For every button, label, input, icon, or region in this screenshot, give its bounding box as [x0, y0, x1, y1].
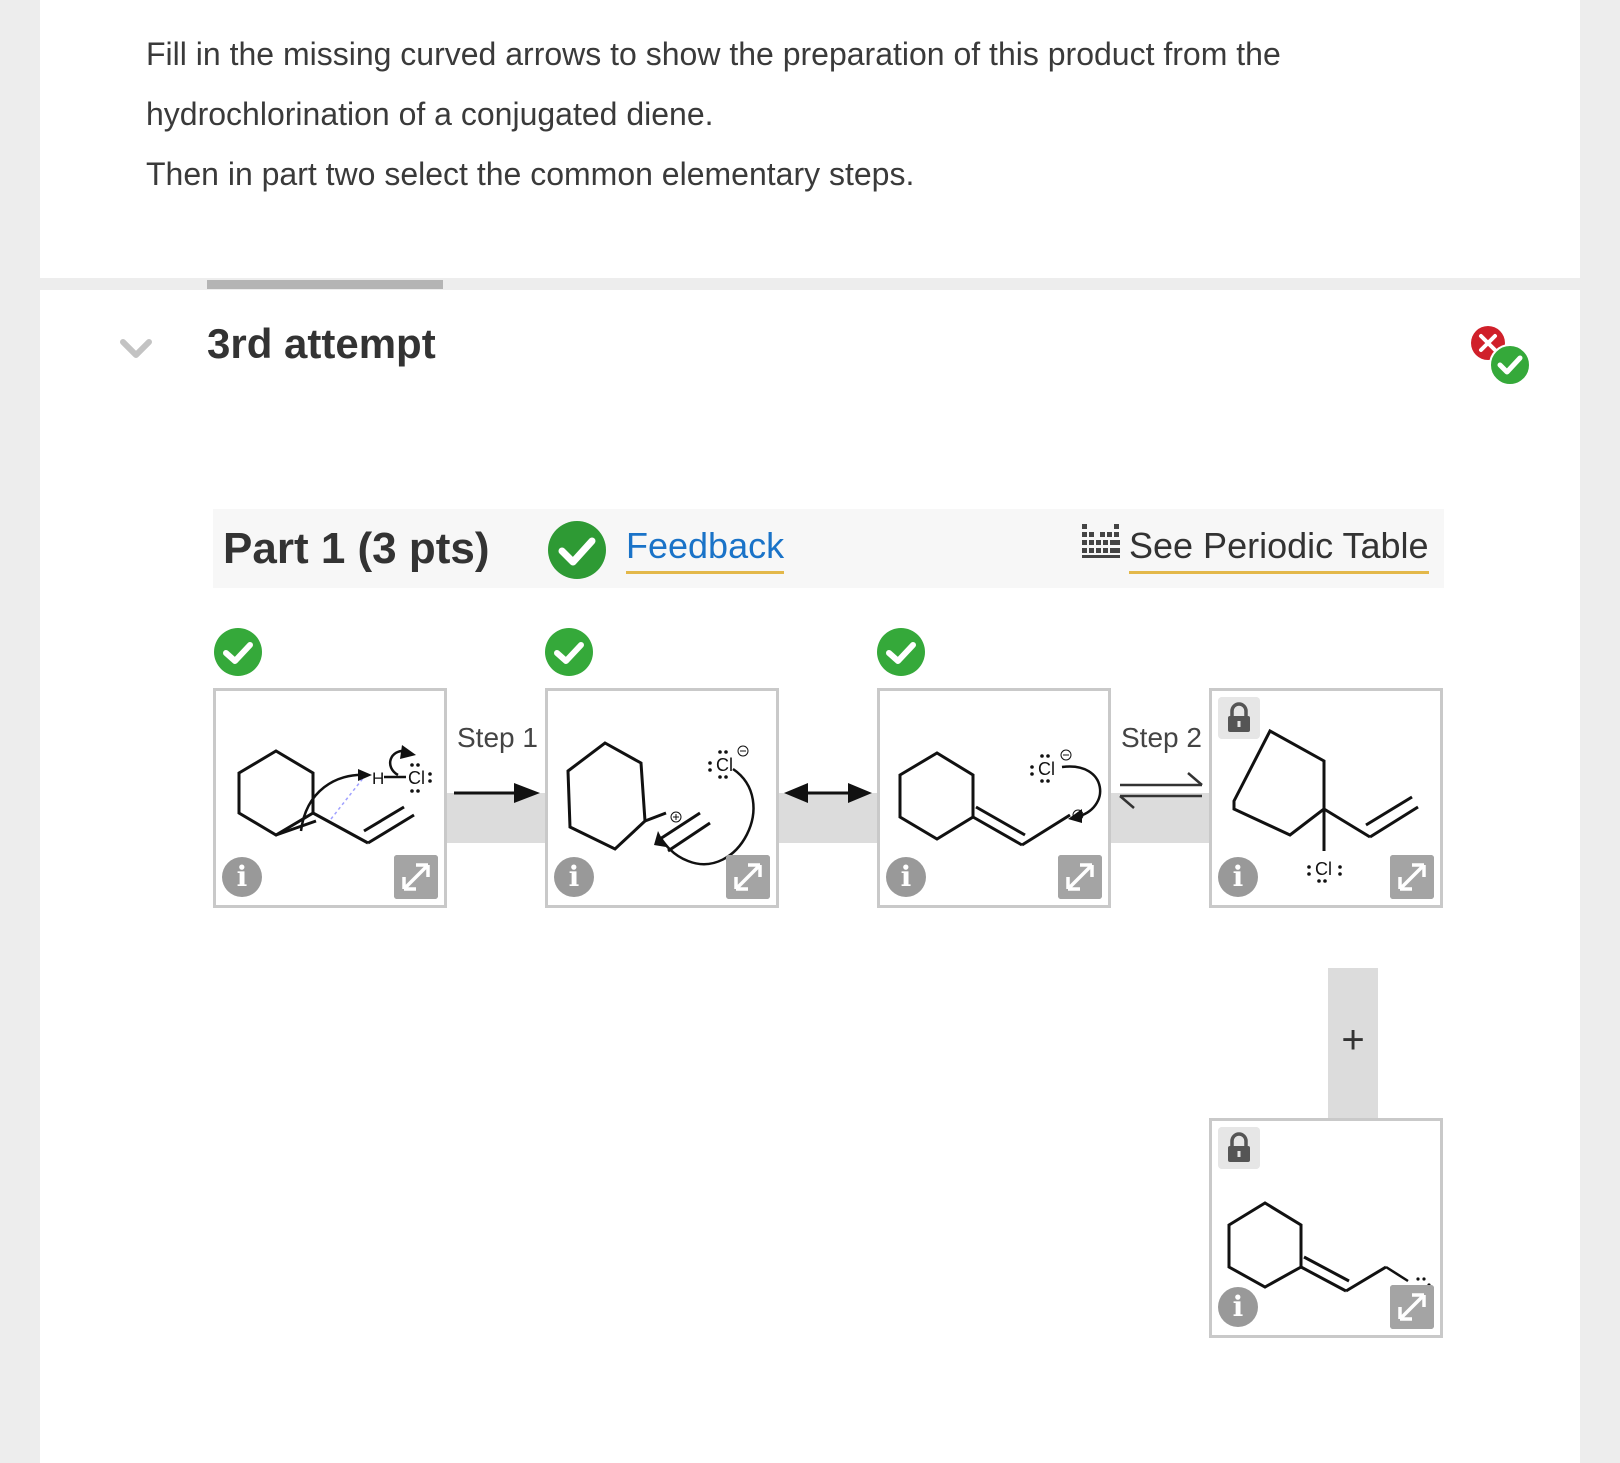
- feedback-link[interactable]: Feedback: [626, 525, 784, 574]
- hydrogen-label: H: [372, 769, 385, 788]
- check-icon: [213, 627, 263, 677]
- part-title: Part 1 (3 pts): [223, 524, 490, 573]
- periodic-table-icon[interactable]: [1082, 524, 1120, 560]
- expand-icon[interactable]: [394, 855, 438, 899]
- attempt-title: 3rd attempt: [207, 320, 436, 367]
- chevron-down-icon[interactable]: [120, 338, 152, 360]
- expand-icon[interactable]: [1390, 1285, 1434, 1329]
- step1-label: Step 1: [457, 722, 538, 753]
- partial-correct-icon: [1470, 325, 1532, 387]
- product-box-1[interactable]: [1209, 688, 1443, 908]
- reactant-box[interactable]: [213, 688, 447, 908]
- expand-icon[interactable]: [1390, 855, 1434, 899]
- question-line-2: hydrochlorination of a conjugated diene.: [146, 96, 714, 132]
- question-line-1: Fill in the missing curved arrows to show the preparation of this product from the: [146, 36, 1281, 72]
- attempt-tab-indicator: [207, 280, 443, 289]
- chloride-label: Cl: [716, 755, 733, 775]
- intermediate-box-2[interactable]: [877, 688, 1111, 908]
- product-box-2[interactable]: [1209, 1118, 1443, 1338]
- chlorine-label: Cl: [1315, 859, 1332, 879]
- check-icon: [547, 520, 607, 580]
- expand-icon[interactable]: [1058, 855, 1102, 899]
- lock-icon: [1218, 697, 1260, 739]
- forward-arrow-icon: [452, 780, 542, 806]
- info-icon[interactable]: i: [886, 857, 926, 897]
- plus-sign: +: [1341, 1018, 1365, 1062]
- info-icon[interactable]: i: [1218, 1287, 1258, 1327]
- equilibrium-arrow-icon: [1114, 770, 1208, 810]
- expand-icon[interactable]: [726, 855, 770, 899]
- chlorine-label: Cl: [408, 768, 425, 788]
- intermediate-box-1[interactable]: [545, 688, 779, 908]
- check-icon: [544, 627, 594, 677]
- step2-label: Step 2: [1121, 722, 1202, 753]
- check-icon: [876, 627, 926, 677]
- lock-icon: [1218, 1127, 1260, 1169]
- question-text: [146, 24, 1446, 204]
- periodic-table-link[interactable]: See Periodic Table: [1129, 525, 1429, 574]
- info-icon[interactable]: i: [554, 857, 594, 897]
- info-icon[interactable]: i: [222, 857, 262, 897]
- resonance-arrow-icon: [782, 780, 874, 806]
- chloride-label: Cl: [1038, 759, 1055, 779]
- info-icon[interactable]: i: [1218, 857, 1258, 897]
- question-line-3: Then in part two select the common elementary steps.: [146, 156, 915, 192]
